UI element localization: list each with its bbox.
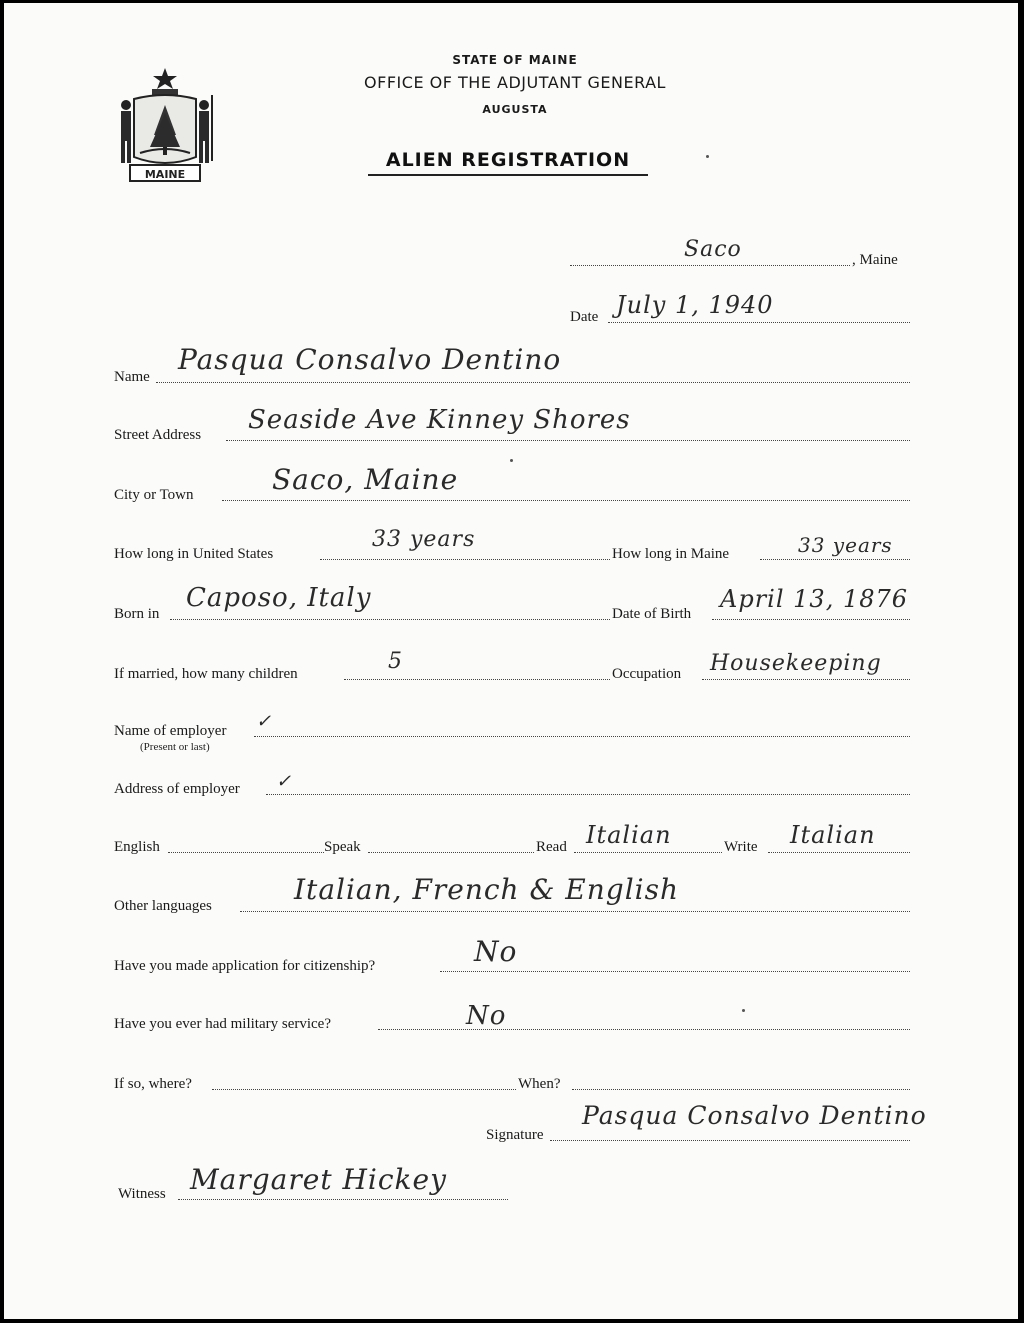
employer-value: ✓ bbox=[256, 711, 273, 732]
header-state: STATE OF MAINE bbox=[452, 53, 578, 67]
write-value: Italian bbox=[790, 821, 876, 849]
write-label: Write bbox=[724, 839, 758, 855]
employer-sublabel: (Present or last) bbox=[140, 741, 210, 753]
employer-label: Name of employer bbox=[114, 723, 227, 739]
speak-label: Speak bbox=[324, 839, 361, 855]
employer-address-line bbox=[266, 794, 910, 795]
witness-label: Witness bbox=[118, 1186, 166, 1202]
signature-line bbox=[550, 1140, 910, 1141]
employer-line bbox=[254, 736, 910, 737]
name-label: Name bbox=[114, 369, 150, 385]
speck bbox=[510, 459, 513, 462]
military-label: Have you ever had military service? bbox=[114, 1016, 331, 1032]
seal-text: MAINE bbox=[144, 168, 186, 181]
citizenship-value: No bbox=[474, 935, 518, 968]
witness-value: Margaret Hickey bbox=[190, 1163, 447, 1196]
dob-line bbox=[712, 619, 910, 620]
employer-address-value: ✓ bbox=[276, 771, 293, 792]
how-long-maine-line bbox=[760, 559, 910, 560]
military-line bbox=[378, 1029, 910, 1030]
date-line bbox=[608, 322, 910, 323]
how-long-us-value: 33 years bbox=[372, 527, 476, 552]
born-in-value: Caposo, Italy bbox=[186, 583, 372, 613]
city-line bbox=[222, 500, 910, 501]
speck bbox=[742, 1009, 745, 1012]
occupation-value: Housekeeping bbox=[710, 651, 882, 676]
other-languages-label: Other languages bbox=[114, 898, 212, 914]
english-label: English bbox=[114, 839, 160, 855]
speak-line bbox=[368, 852, 534, 853]
born-in-label: Born in bbox=[114, 606, 160, 622]
how-long-us-label: How long in United States bbox=[114, 546, 274, 562]
if-so-where-label: If so, where? bbox=[114, 1076, 192, 1092]
how-long-us-line bbox=[320, 559, 610, 560]
street-line bbox=[226, 440, 910, 441]
speck bbox=[706, 155, 709, 158]
maine-label: , Maine bbox=[852, 252, 898, 268]
name-line bbox=[156, 382, 910, 383]
write-line bbox=[768, 852, 910, 853]
dob-value: April 13, 1876 bbox=[720, 585, 909, 613]
street-label: Street Address bbox=[114, 427, 202, 443]
header-city: AUGUSTA bbox=[482, 103, 548, 116]
city-value: Saco, Maine bbox=[272, 463, 459, 496]
read-line bbox=[574, 852, 722, 853]
city-label: City or Town bbox=[114, 487, 194, 503]
date-value: July 1, 1940 bbox=[616, 291, 774, 319]
read-label: Read bbox=[536, 839, 567, 855]
occupation-label: Occupation bbox=[612, 666, 682, 682]
employer-address-label: Address of employer bbox=[114, 781, 240, 797]
witness-line bbox=[178, 1199, 508, 1200]
document-page bbox=[4, 3, 1018, 1319]
name-value: Pasqua Consalvo Dentino bbox=[178, 343, 562, 376]
citizenship-line bbox=[440, 971, 910, 972]
date-label: Date bbox=[570, 309, 599, 325]
children-label: If married, how many children bbox=[114, 666, 298, 682]
signature-label: Signature bbox=[486, 1127, 544, 1143]
citizenship-label: Have you made application for citizenship? bbox=[114, 958, 376, 974]
when-line bbox=[572, 1089, 910, 1090]
when-label: When? bbox=[518, 1076, 561, 1092]
other-languages-value: Italian, French & English bbox=[294, 873, 680, 906]
how-long-maine-value: 33 years bbox=[798, 533, 893, 557]
occupation-line bbox=[702, 679, 910, 680]
born-in-line bbox=[170, 619, 610, 620]
town-line bbox=[570, 265, 850, 266]
town-value: Saco bbox=[684, 237, 742, 262]
how-long-maine-label: How long in Maine bbox=[612, 546, 730, 562]
children-value: 5 bbox=[388, 649, 403, 674]
read-value: Italian bbox=[586, 821, 672, 849]
form-title: ALIEN REGISTRATION bbox=[368, 149, 648, 176]
english-line bbox=[168, 852, 324, 853]
if-so-where-line bbox=[212, 1089, 516, 1090]
signature-value: Pasqua Consalvo Dentino bbox=[582, 1101, 927, 1130]
dob-label: Date of Birth bbox=[612, 606, 692, 622]
children-line bbox=[344, 679, 610, 680]
other-languages-line bbox=[240, 911, 910, 912]
header-office: OFFICE OF THE ADJUTANT GENERAL bbox=[364, 73, 666, 92]
military-value: No bbox=[466, 1001, 507, 1031]
street-value: Seaside Ave Kinney Shores bbox=[248, 405, 631, 435]
